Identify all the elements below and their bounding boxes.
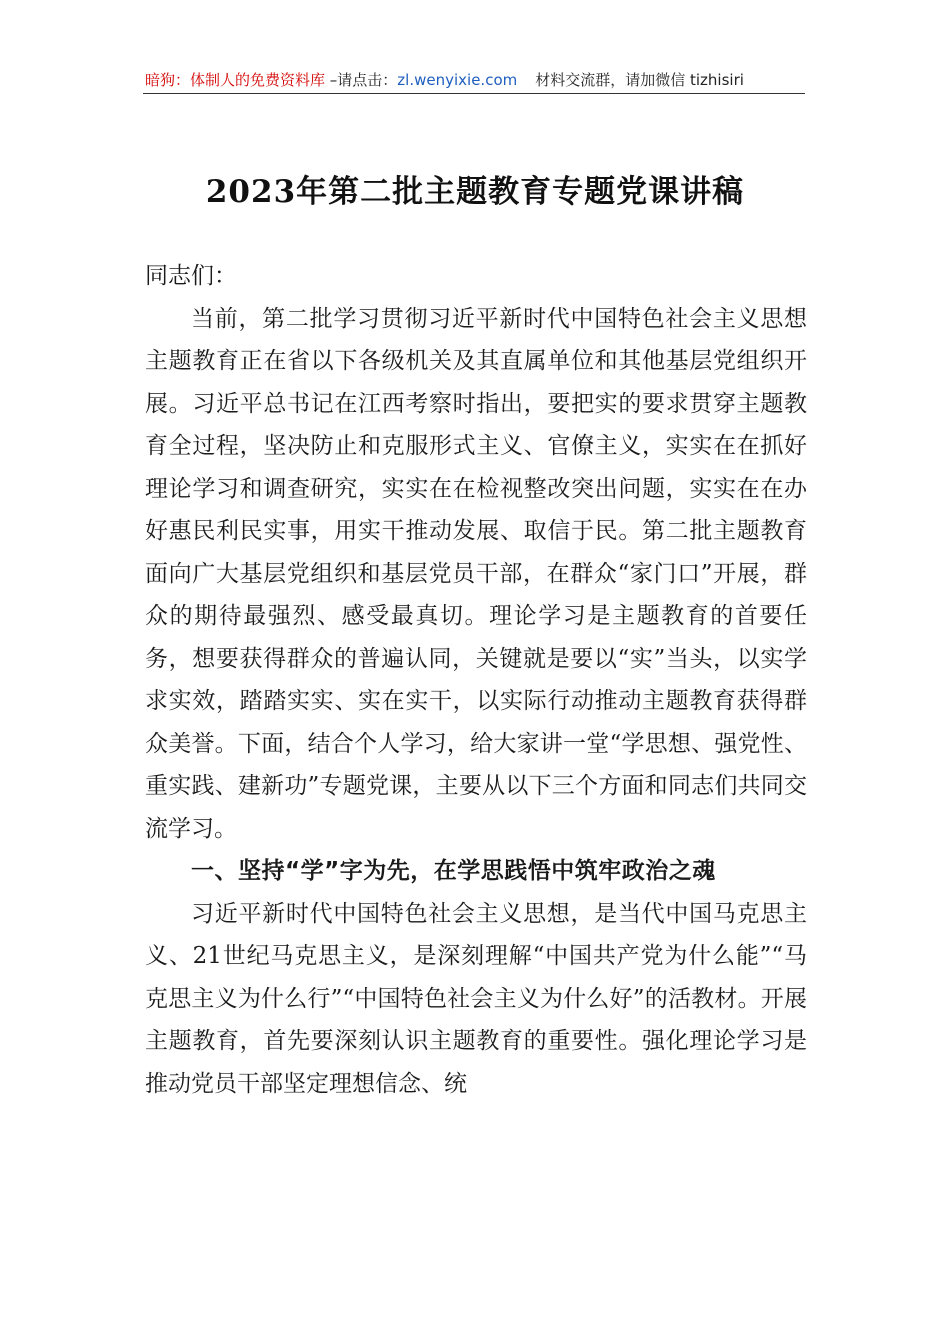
watermark-header (145, 70, 805, 90)
header-site-name: 暗狗：体制人的免费资料库 (145, 71, 326, 89)
header-divider (143, 93, 805, 94)
paragraph-intro: 当前，第二批学习贯彻习近平新时代中国特色社会主义思想主题教育正在省以下各级机关及其直属单位和其他基层党组织开展。习近平总书记在江西考察时指出，要把实的要求贯穿主题教育全过程，坚决防止和克服形式主义、官僚主义，实实在在抓好理论学习和调查研究，实实在在检视整改突出问题，实实在在办好惠民利民实事，用实干推动发展、取信于民。第二批主题教育面向广大基层党组织和基层党员干部，在群众“家门口”开展，群众的期待最强烈、感受最真切。理论学习是主题教育的首要任务，想要获得群众的普遍认同，关键就是要以“实”当头，以实学求实效，踏踏实实、实在实干，以实际行动推动主题教育获得群众美誉。下面，结合个人学习，给大家讲一堂“学思想、强党性、重实践、建新功”专题党课，主要从以下三个方面和同志们共同交流学习。 (145, 305, 807, 842)
salutation: 同志们： (145, 263, 237, 289)
header-wechat-note: 材料交流群，请加微信 tizhisiri (535, 71, 744, 89)
document-body (145, 255, 807, 1105)
header-click-prompt: –请点击： (325, 71, 398, 89)
section-heading-1: 一、坚持“学”字为先，在学思践悟中筑牢政治之魂 (191, 858, 716, 884)
paragraph-section1: 习近平新时代中国特色社会主义思想，是当代中国马克思主义、21世纪马克思主义，是深刻理解“中国共产党为什么能”“马克思主义为什么行”“中国特色社会主义为什么好”的活教材。开展主题教育，首先要深刻认识主题教育的重要性。强化理论学习是推动党员干部坚定理想信念、统 (145, 900, 807, 1097)
document-title: 2023年第二批主题教育专题党课讲稿 (205, 174, 745, 210)
header-site-link[interactable]: zl.wenyixie.com (397, 71, 518, 89)
